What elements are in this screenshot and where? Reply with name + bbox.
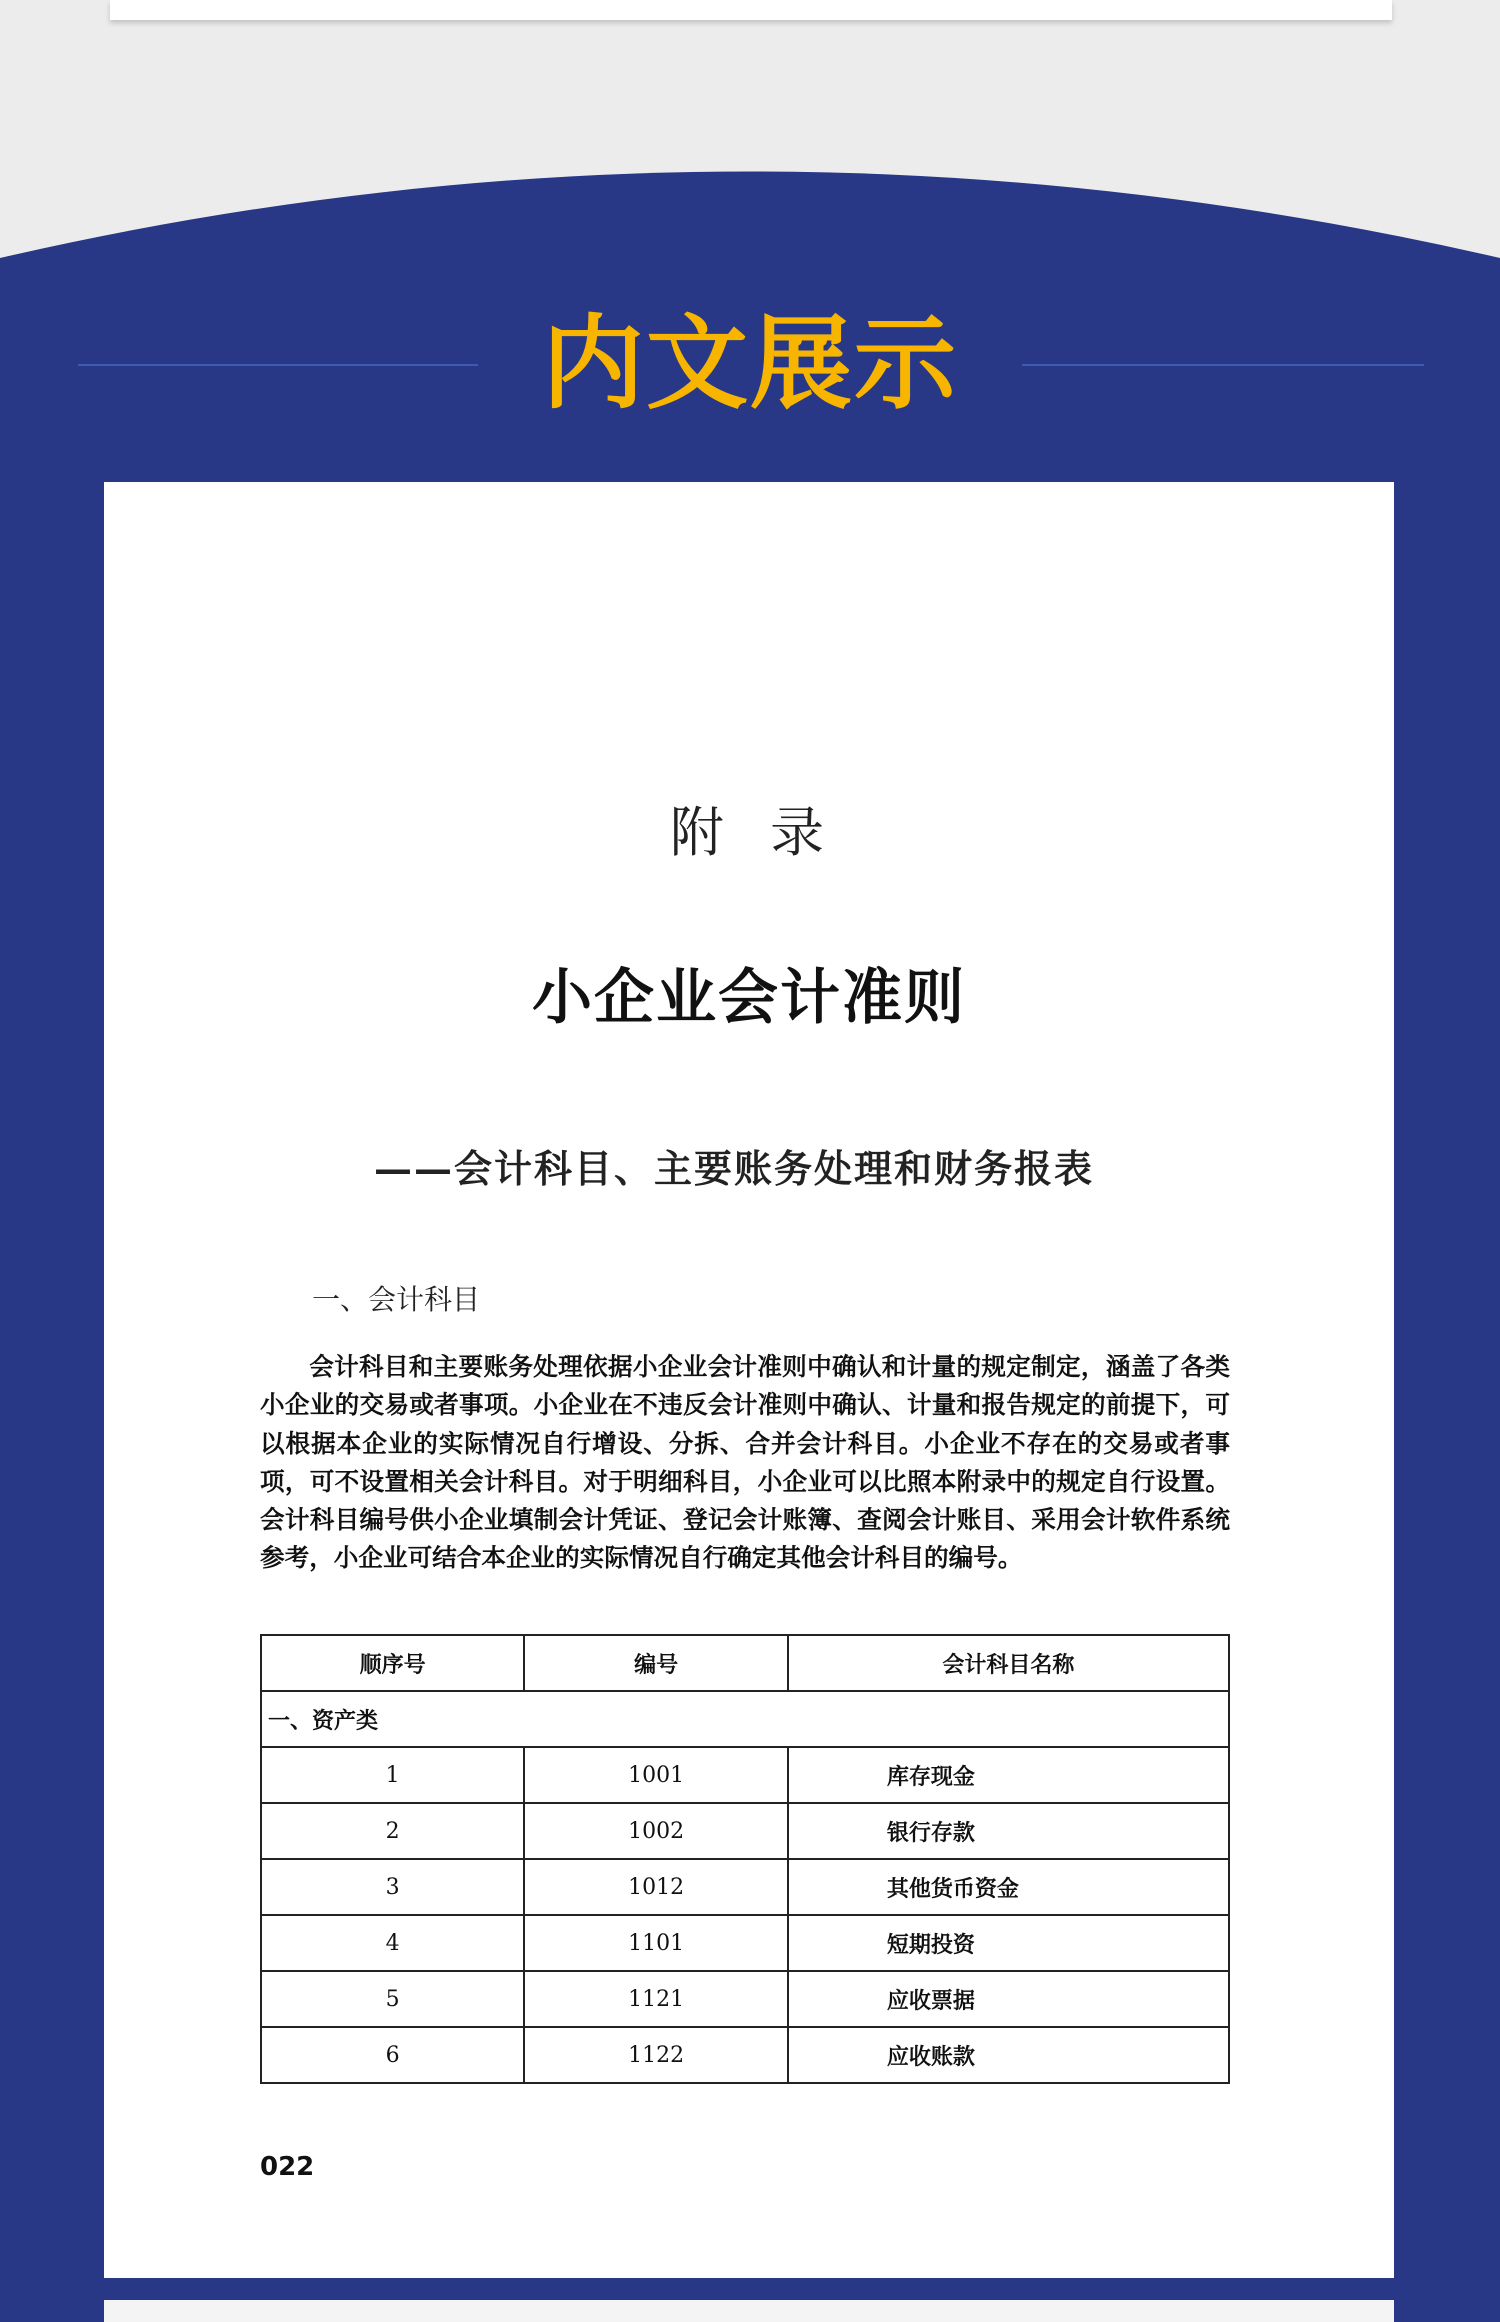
table-category-row <box>261 1691 1229 1747</box>
row-account-name: 银行存款 <box>788 1803 1229 1859</box>
row-account-name: 短期投资 <box>788 1915 1229 1971</box>
row-seq: 3 <box>261 1859 524 1915</box>
table-row <box>261 1859 1229 1915</box>
table-row <box>261 1915 1229 1971</box>
row-seq: 5 <box>261 1971 524 2027</box>
intro-paragraph: 会计科目和主要账务处理依据小企业会计准则中确认和计量的规定制定，涵盖了各类小企业的交易或者事项。小企业在不违反会计准则中确认、计量和报告规定的前提下，可以根据本企业的实际情况自行增设、分拆、合并会计科目。小企业不存在的交易或者事项，可不设置相关会计科目。对于明细科目，小企业可以比照本附录中的规定自行设置。会计科目编号供小企业填制会计凭证、登记会计账簿、查阅会计账目、采用会计软件系统参考，小企业可结合本企业的实际情况自行确定其他会计科目的编号。 <box>260 1352 1230 1573</box>
table-row <box>261 2027 1229 2083</box>
header-seq: 顺序号 <box>261 1635 524 1691</box>
row-account-name: 应收票据 <box>788 1971 1229 2027</box>
document-title: 小企业会计准则 <box>532 963 966 1033</box>
page-number: 022 <box>260 2152 315 2182</box>
document-subtitle: ——会计科目、主要账务处理和财务报表 <box>374 1146 1095 1191</box>
row-code: 1101 <box>524 1915 787 1971</box>
row-code: 1001 <box>524 1747 787 1803</box>
accounts-table <box>260 1634 1230 2084</box>
document-page <box>104 482 1394 2278</box>
header-code: 编号 <box>524 1635 787 1691</box>
row-seq: 4 <box>261 1915 524 1971</box>
table-row <box>261 1747 1229 1803</box>
header-name: 会计科目名称 <box>788 1635 1229 1691</box>
table-header-row <box>261 1635 1229 1691</box>
appendix-label: 附 录 <box>669 801 829 864</box>
row-code: 1002 <box>524 1803 787 1859</box>
category-label: 一、资产类 <box>261 1691 1229 1747</box>
row-account-name: 应收账款 <box>788 2027 1229 2083</box>
next-page-edge <box>104 2300 1394 2322</box>
banner-title: 内文展示 <box>542 305 958 424</box>
row-seq: 2 <box>261 1803 524 1859</box>
row-code: 1122 <box>524 2027 787 2083</box>
row-code: 1012 <box>524 1859 787 1915</box>
table-row <box>261 1803 1229 1859</box>
row-seq: 6 <box>261 2027 524 2083</box>
section-heading: 一、会计科目 <box>312 1283 481 1316</box>
row-seq: 1 <box>261 1747 524 1803</box>
row-account-name: 库存现金 <box>788 1747 1229 1803</box>
table-row <box>261 1971 1229 2027</box>
row-account-name: 其他货币资金 <box>788 1859 1229 1915</box>
row-code: 1121 <box>524 1971 787 2027</box>
